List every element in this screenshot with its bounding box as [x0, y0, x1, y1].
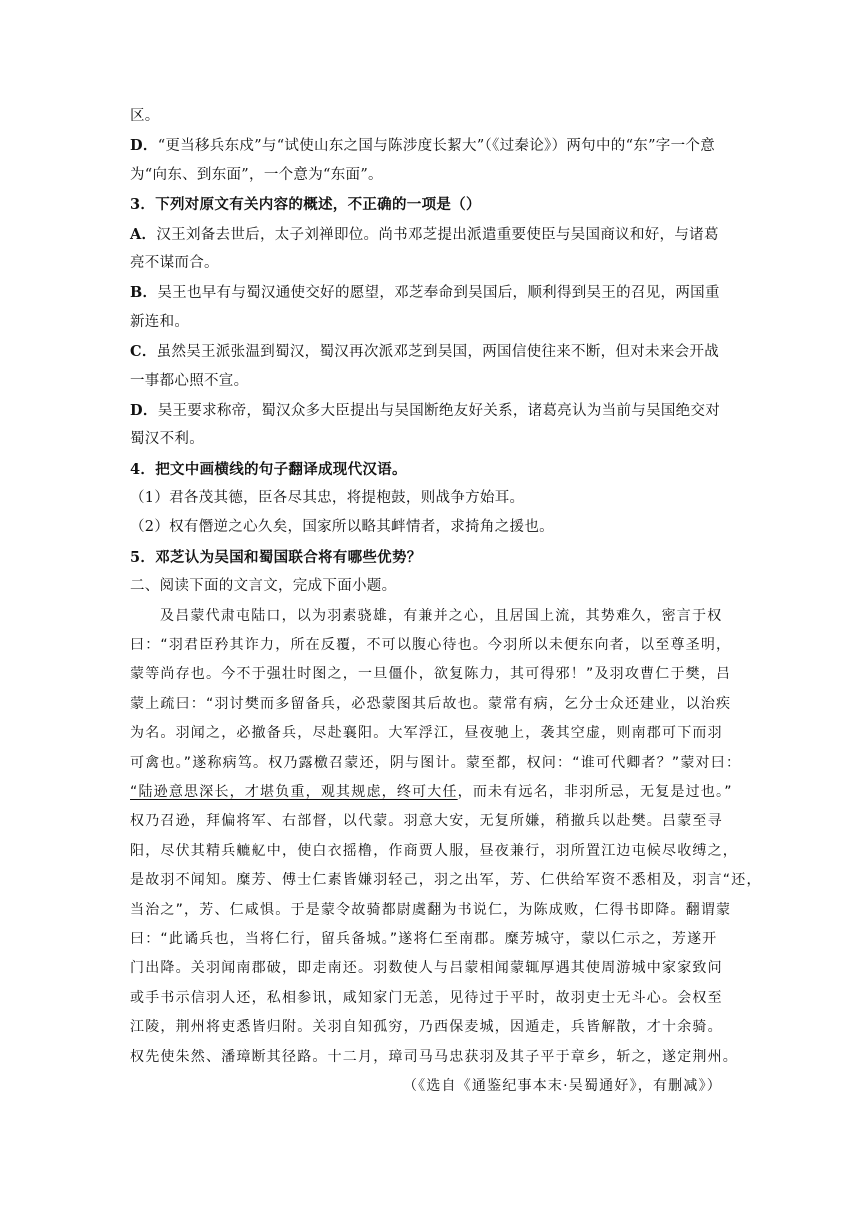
question-4: 4．把文中画横线的句子翻译成现代汉语。 [130, 460, 407, 478]
option-label: C． [130, 343, 157, 361]
text-line: 亮不谋而合。 [130, 254, 219, 271]
underlined-sentence: “陆逊意思深长，才堪负重，观其规虑，终可大任 [130, 783, 458, 800]
option-b-line [130, 278, 732, 307]
question-5: 5．邓芝认为吴国和蜀国联合将有哪些优势？ [130, 548, 422, 566]
text-line: 为“向东、到东面”，一个意为“东面”。 [130, 166, 383, 183]
text-line: 一事都心照不宣。 [130, 372, 249, 389]
text-line: 区。 [130, 108, 160, 124]
text-line: 新连和。 [130, 313, 190, 330]
source-citation: （《选自《通鉴纪事本末·吴蜀通好》，有删减》） [402, 1077, 722, 1094]
passage-line: 蒙上疏曰：“羽讨樊而多留备兵，必恐蒙图其后故也。蒙常有病，乞分士众还建业，以治疾 [130, 695, 732, 712]
option-d-line [130, 131, 732, 160]
passage-line: 蒙等尚存也。今不于强壮时图之，一旦僵仆，欲复陈力，其可得邪！”及羽攻曹仁于樊，吕 [130, 666, 732, 683]
option-c-line [130, 337, 732, 366]
document-body [130, 102, 762, 1101]
passage-text: ，而未有远名，非羽所忌，无复是过也。” [457, 783, 733, 800]
text-line: 蜀汉不利。 [130, 431, 204, 448]
section-heading: 二、阅读下面的文言文，完成下面小题。 [130, 578, 397, 595]
passage-line: 权乃召逊，拜偏将军、右部督，以代蒙。羽意大安，无复所嫌，稍撤兵以赴樊。吕蒙至寻 [130, 813, 723, 830]
passage-line: 及吕蒙代肃屯陆口，以为羽素骁雄，有兼并之心，且居国上流，其势难久，密言于权 [160, 607, 723, 624]
passage-line: 曰：“羽君臣矜其诈力，所在反覆，不可以腹心待也。今羽所以未便东向者，以至尊圣明， [130, 637, 732, 654]
option-a-line [130, 220, 732, 249]
option-text: “更当移兵东戍”与“试使山东之国与陈涉度长絜大”（《过秦论》）两句中的“东”字一个意 [157, 138, 716, 155]
option-d-line [130, 396, 732, 425]
passage-line: 门出降。关羽闻南郡破，即走南还。羽数使人与吕蒙相闻蒙辄厚遇其使周游城中家家致问 [130, 960, 723, 977]
option-text: 汉王刘备去世后，太子刘禅即位。尚书邓芝提出派遣重要使臣与吴国商议和好，与诸葛 [156, 226, 719, 243]
question-4-2: （2）权有僭逆之心久矣，国家所以略其衅情者，求掎角之援也。 [130, 519, 554, 536]
option-text: 吴王也早有与蜀汉通使交好的愿望，邓芝奉命到吴国后，顺利得到吴王的召见，两国重 [157, 285, 720, 302]
passage-line: 可禽也。”遂称病笃。权乃露檄召蒙还，阴与图计。蒙至都，权问：“谁可代卿者？”蒙对曰： [130, 754, 742, 771]
option-text: 吴王要求称帝，蜀汉众多大臣提出与吴国断绝友好关系，诸葛亮认为当前与吴国绝交对 [157, 402, 721, 419]
question-3: 3．下列对原文有关内容的概述，不正确的一项是（） [130, 196, 481, 214]
passage-line: 是故羽不闻知。糜芳、傅士仁素皆嫌羽轻己，羽之出军，芳、仁供给军资不悉相及，羽言“还， [130, 872, 762, 889]
passage-line: 为名。羽闻之，必撤备兵，尽赴襄阳。大军浮江，昼夜驰上，袭其空虚，则南郡可下而羽 [130, 725, 723, 742]
question-4-1: （1）君各茂其德，臣各尽其忠，将提枹鼓，则战争方始耳。 [130, 490, 525, 507]
passage-line: 阳，尽伏其精兵𦪇𦨇中，使白衣摇橹，作商贾人服，昼夜兼行，羽所置江边屯候尽收缚之， [130, 842, 738, 859]
passage-line: 江陵，荆州将吏悉皆归附。关羽自知孤穷，乃西保麦城，因遁走，兵皆解散，才十余骑。 [130, 1019, 723, 1036]
passage-line: 权先使朱然、潘璋断其径路。十二月，璋司马马忠获羽及其子平于章乡，斩之，遂定荆州。 [130, 1048, 738, 1065]
passage-line: 曰：“此谲兵也，当将仁行，留兵备城。”遂将仁至南郡。糜芳城守，蒙以仁示之，芳遂开 [130, 930, 718, 947]
option-label: D． [130, 137, 158, 155]
classical-passage [130, 602, 762, 1102]
option-label: B． [130, 284, 158, 302]
option-label: A． [130, 225, 157, 243]
passage-line: 或手书示信羽人还，私相参讯，咸知家门无恙，见待过于平时，故羽吏士无斗心。会权至 [130, 989, 723, 1006]
passage-line [130, 778, 732, 807]
option-label: D． [130, 401, 158, 419]
option-text: 虽然吴王派张温到蜀汉，蜀汉再次派邓芝到吴国，两国信使往来不断，但对未来会开战 [156, 344, 720, 361]
passage-line: 当治之”，芳、仁咸惧。于是蒙令故骑都尉虞翻为书说仁，为陈成败，仁得书即降。翻谓蒙 [130, 901, 732, 918]
